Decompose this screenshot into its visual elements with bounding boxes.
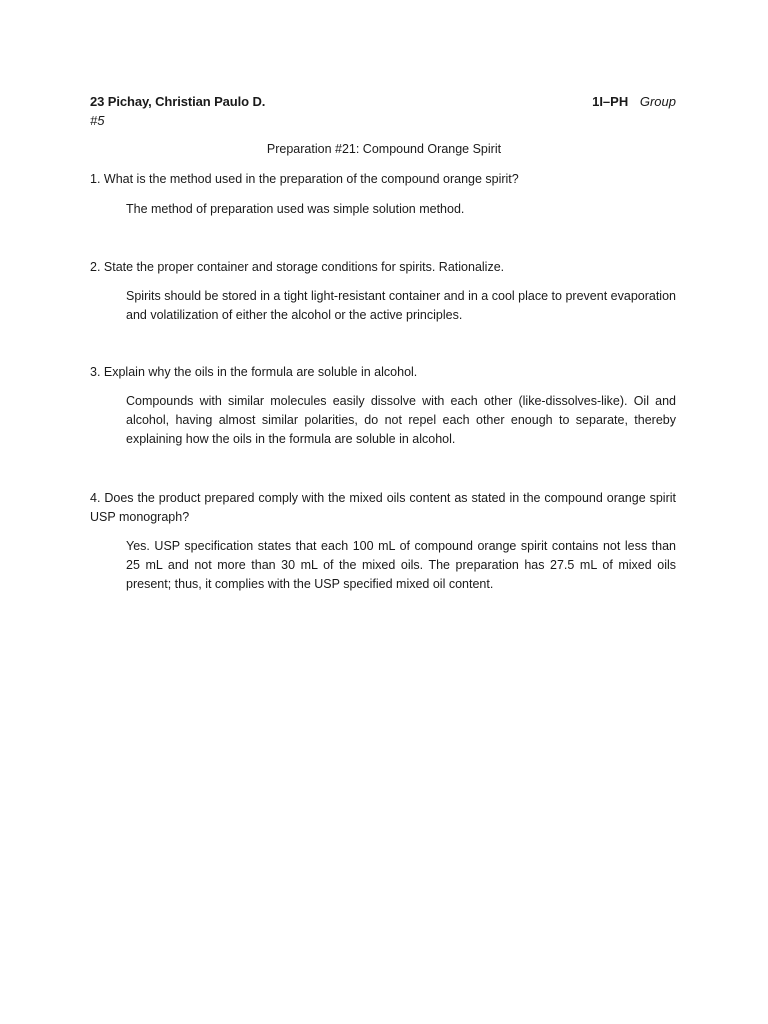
section-group — [592, 94, 676, 109]
student-number: #5 — [90, 113, 105, 128]
question-1: 1. What is the method used in the preparation of the compound orange spirit? — [90, 172, 519, 186]
answer-2: Spirits should be stored in a tight light-resistant container and in a cool place to prevent evaporation and volatilization of either the alcohol or the active principles. — [126, 289, 676, 322]
question-3: 3. Explain why the oils in the formula are soluble in alcohol. — [90, 365, 418, 379]
answer-3: Compounds with similar molecules easily dissolve with each other (like-dissolves-like). Oil and alcohol, having almost similar polarities, do not repel each other enough to separate, thereby explaining how the oils in the formula are soluble in alcohol. — [126, 394, 676, 446]
student-name: 23 Pichay, Christian Paulo D. — [90, 94, 266, 109]
section-label: 1I–PH — [592, 94, 629, 109]
question-4: 4. Does the product prepared comply with the mixed oils content as stated in the compound orange spirit USP monograph? — [90, 491, 676, 524]
answer-4: Yes. USP specification states that each 100 mL of compound orange spirit contains not less than 25 mL and not more than 30 mL of the mixed oils. The preparation has 27.5 mL of mixed oils present; thus, it complies with the USP specified mixed oil content. — [126, 539, 676, 591]
page-title: Preparation #21: Compound Orange Spirit — [266, 142, 502, 156]
question-2: 2. State the proper container and storage conditions for spirits. Rationalize. — [90, 260, 505, 274]
group-label: Group — [639, 94, 676, 109]
answer-1: The method of preparation used was simple solution method. — [126, 202, 465, 216]
